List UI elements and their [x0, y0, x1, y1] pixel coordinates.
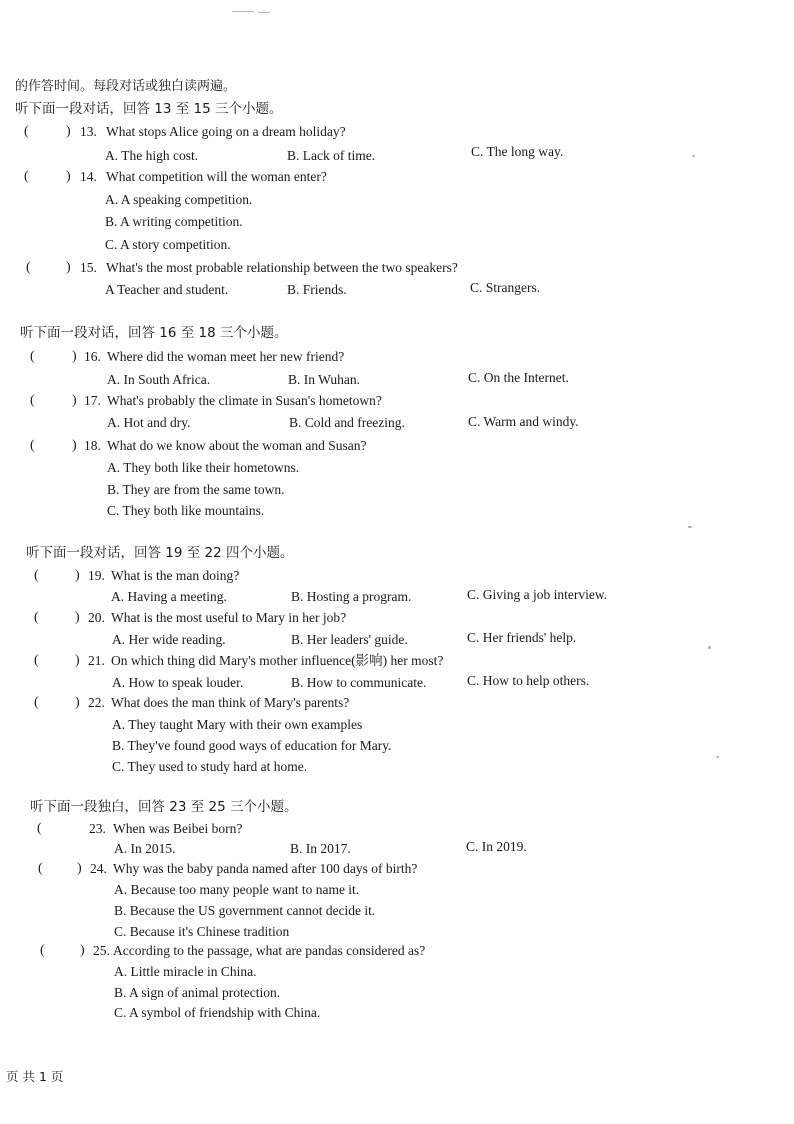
option-a: A. They taught Mary with their own examples — [112, 717, 363, 732]
option-a: A. Having a meeting. — [111, 589, 227, 604]
answer-blank-close: ) — [77, 861, 82, 876]
answer-blank-open: ( — [34, 695, 39, 710]
scan-mark — [708, 646, 711, 649]
question-number: 24. — [90, 861, 107, 876]
question-text: What competition will the woman enter? — [106, 169, 327, 184]
option-a: A. Her wide reading. — [112, 632, 226, 647]
question-text: What is the most useful to Mary in her job? — [111, 610, 347, 625]
option-b: B. Cold and freezing. — [289, 415, 405, 430]
option-a: A Teacher and student. — [105, 282, 229, 297]
question-number: 18. — [84, 438, 101, 453]
question-number: 21. — [88, 653, 105, 668]
option-c: C. They used to study hard at home. — [112, 759, 308, 774]
question-number: 25. — [93, 943, 110, 958]
section-header: 听下面一段对话，回答 19 至 22 四个小题。 — [26, 545, 294, 561]
option-b: B. In 2017. — [290, 841, 351, 856]
scan-mark — [258, 12, 270, 13]
answer-blank-open: ( — [30, 393, 35, 408]
option-b: B. In Wuhan. — [288, 372, 360, 387]
option-a: A. In South Africa. — [107, 372, 211, 387]
question-text: On which thing did Mary's mother influence(影响) her most? — [111, 653, 444, 668]
scan-mark — [716, 756, 719, 758]
answer-blank-open: ( — [34, 568, 39, 583]
option-c: C. On the Internet. — [468, 370, 569, 385]
answer-blank-open: ( — [34, 610, 39, 625]
question-number: 20. — [88, 610, 105, 625]
scan-mark — [232, 11, 254, 12]
option-c: C. How to help others. — [467, 673, 590, 688]
question-text: What's the most probable relationship between the two speakers? — [106, 260, 458, 275]
question-text: When was Beibei born? — [113, 821, 243, 836]
section-header: 听下面一段对话，回答 13 至 15 三个小题。 — [15, 101, 283, 117]
question-text: What is the man doing? — [111, 568, 240, 583]
option-a: A. The high cost. — [105, 148, 199, 163]
option-c: C. Strangers. — [470, 280, 541, 295]
question-number: 17. — [84, 393, 101, 408]
answer-blank-open: ( — [26, 260, 31, 275]
option-a: A. Little miracle in China. — [114, 964, 257, 979]
option-b: B. A sign of animal protection. — [114, 985, 281, 1000]
option-c: C. Giving a job interview. — [467, 587, 608, 602]
answer-blank-open: ( — [34, 653, 39, 668]
option-b: B. A writing competition. — [105, 214, 243, 229]
option-b: B. Lack of time. — [287, 148, 376, 163]
question-number: 16. — [84, 349, 101, 364]
option-b: B. Hosting a program. — [291, 589, 412, 604]
question-text: What stops Alice going on a dream holiday? — [106, 124, 346, 139]
option-b: B. Her leaders' guide. — [291, 632, 408, 647]
answer-blank-open: ( — [30, 349, 35, 364]
option-a: A. In 2015. — [114, 841, 176, 856]
option-c: C. Because it's Chinese tradition — [114, 924, 290, 939]
answer-blank-close: ) — [72, 438, 77, 453]
answer-blank-close: ) — [75, 653, 80, 668]
question-number: 13. — [80, 124, 97, 139]
question-number: 22. — [88, 695, 105, 710]
question-number: 14. — [80, 169, 97, 184]
option-a: A. A speaking competition. — [105, 192, 253, 207]
answer-blank-close: ) — [75, 695, 80, 710]
scan-mark — [692, 155, 695, 157]
option-a: A. How to speak louder. — [112, 675, 244, 690]
question-text: What do we know about the woman and Susan? — [107, 438, 367, 453]
answer-blank-open: ( — [40, 943, 45, 958]
section-header: 听下面一段独白，回答 23 至 25 三个小题。 — [30, 799, 298, 815]
option-a: A. Hot and dry. — [107, 415, 191, 430]
option-a: A. Because too many people want to name it. — [114, 882, 360, 897]
option-c: C. Her friends' help. — [467, 630, 577, 645]
page-footer: 页 共 1 页 — [6, 1069, 64, 1084]
answer-blank-close: ) — [66, 260, 71, 275]
option-b: B. Friends. — [287, 282, 347, 297]
option-b: B. They are from the same town. — [107, 482, 285, 497]
answer-blank-close: ) — [66, 124, 71, 139]
answer-blank-close: ) — [75, 568, 80, 583]
answer-blank-close: ) — [66, 169, 71, 184]
option-b: B. They've found good ways of education for Mary. — [112, 738, 392, 753]
answer-blank-open: ( — [38, 861, 43, 876]
question-number: 19. — [88, 568, 105, 583]
question-number: 15. — [80, 260, 97, 275]
answer-blank-open: ( — [24, 169, 29, 184]
answer-blank-open: ( — [37, 821, 42, 836]
section-header: 听下面一段对话，回答 16 至 18 三个小题。 — [20, 325, 288, 341]
option-b: B. How to communicate. — [291, 675, 427, 690]
answer-blank-open: ( — [24, 124, 29, 139]
answer-blank-close: ) — [75, 610, 80, 625]
option-c: C. A symbol of friendship with China. — [114, 1005, 321, 1020]
scan-mark — [688, 526, 692, 528]
option-c: C. A story competition. — [105, 237, 231, 252]
intro-text: 的作答时间。每段对话或独白读两遍。 — [15, 79, 237, 94]
question-number: 23. — [89, 821, 106, 836]
option-b: B. Because the US government cannot decide it. — [114, 903, 376, 918]
option-c: C. The long way. — [471, 144, 564, 159]
answer-blank-open: ( — [30, 438, 35, 453]
question-text: Why was the baby panda named after 100 days of birth? — [113, 861, 418, 876]
option-c: C. Warm and windy. — [468, 414, 579, 429]
question-text: Where did the woman meet her new friend? — [107, 349, 345, 364]
option-a: A. They both like their hometowns. — [107, 460, 300, 475]
option-c: C. They both like mountains. — [107, 503, 265, 518]
answer-blank-close: ) — [72, 393, 77, 408]
question-text: What does the man think of Mary's parents? — [111, 695, 350, 710]
option-c: C. In 2019. — [466, 839, 527, 854]
answer-blank-close: ) — [80, 943, 85, 958]
answer-blank-close: ) — [72, 349, 77, 364]
question-text: According to the passage, what are pandas considered as? — [113, 943, 426, 958]
question-text: What's probably the climate in Susan's hometown? — [107, 393, 382, 408]
